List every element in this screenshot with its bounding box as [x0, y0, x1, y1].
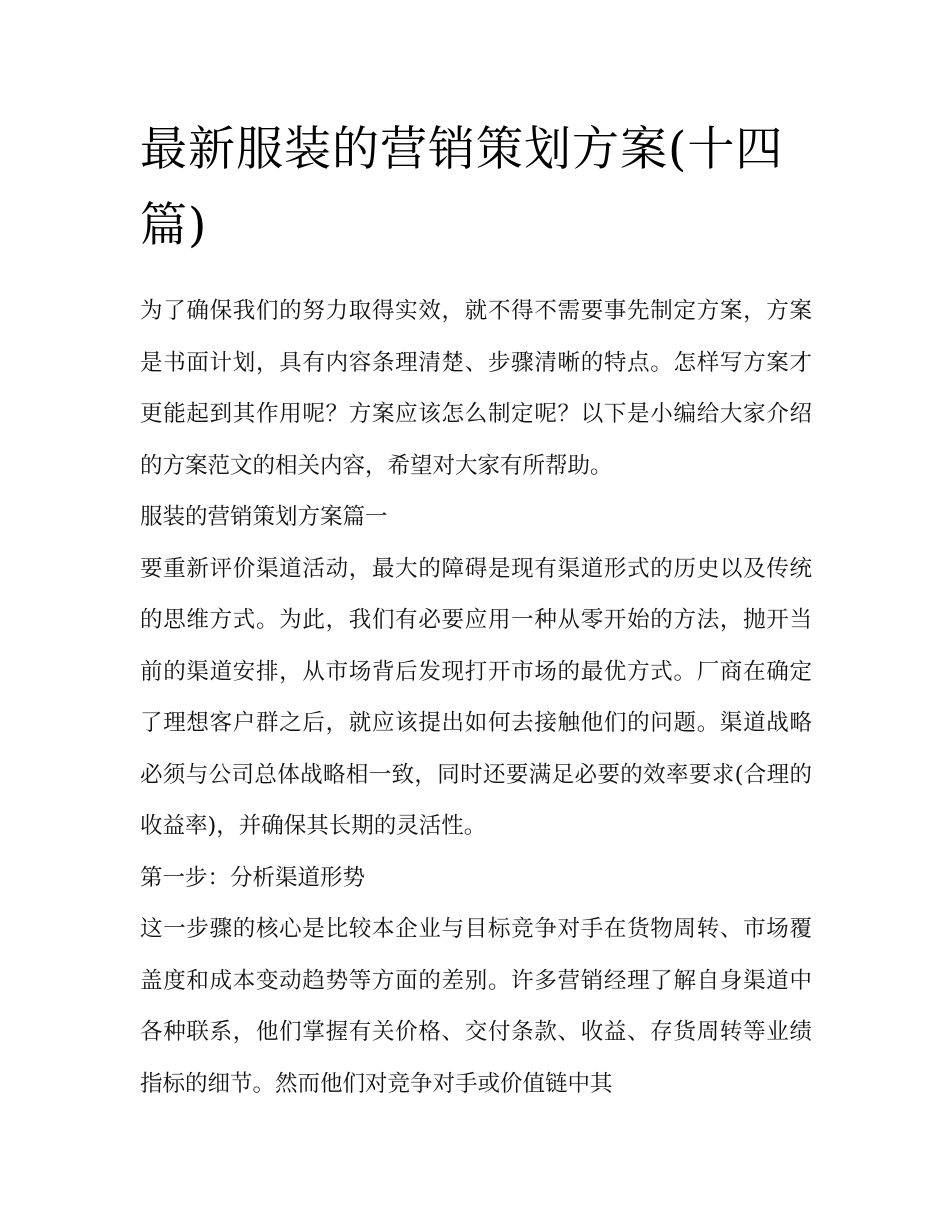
document-page — [140, 112, 812, 1110]
section-paragraph: 要重新评价渠道活动，最大的障碍是现有渠道形式的历史以及传统的思维方式。为此，我们有必要应用一种从零开始的方法，抛开当前的渠道安排，从市场背后发现打开市场的最优方式。厂商在确定了理想客户群之后，就应该提出如何去接触他们的问题。渠道战略必须与公司总体战略相一致，同时还要满足必要的效率要求(合理的收益率)，并确保其长期的灵活性。 — [140, 555, 812, 839]
step-paragraph: 这一步骤的核心是比较本企业与目标竞争对手在货物周转、市场覆盖度和成本变动趋势等方面的差别。许多营销经理了解自身渠道中各种联系，他们掌握有关价格、交付条款、收益、存货周转等业绩指标的细节。然而他们对竞争对手或价值链中其 — [140, 916, 812, 1097]
step-heading: 第一步：分析渠道形势 — [140, 864, 366, 891]
section-heading: 服装的营销策划方案篇一 — [140, 504, 388, 530]
intro-paragraph: 为了确保我们的努力取得实效，就不得不需要事先制定方案，方案是书面计划，具有内容条理清楚、步骤清晰的特点。怎样写方案才更能起到其作用呢？方案应该怎么制定呢？以下是小编给大家介绍的方案范文的相关内容，希望对大家有所帮助。 — [140, 298, 812, 479]
document-title: 最新服装的营销策划方案(十四篇) — [140, 122, 784, 253]
